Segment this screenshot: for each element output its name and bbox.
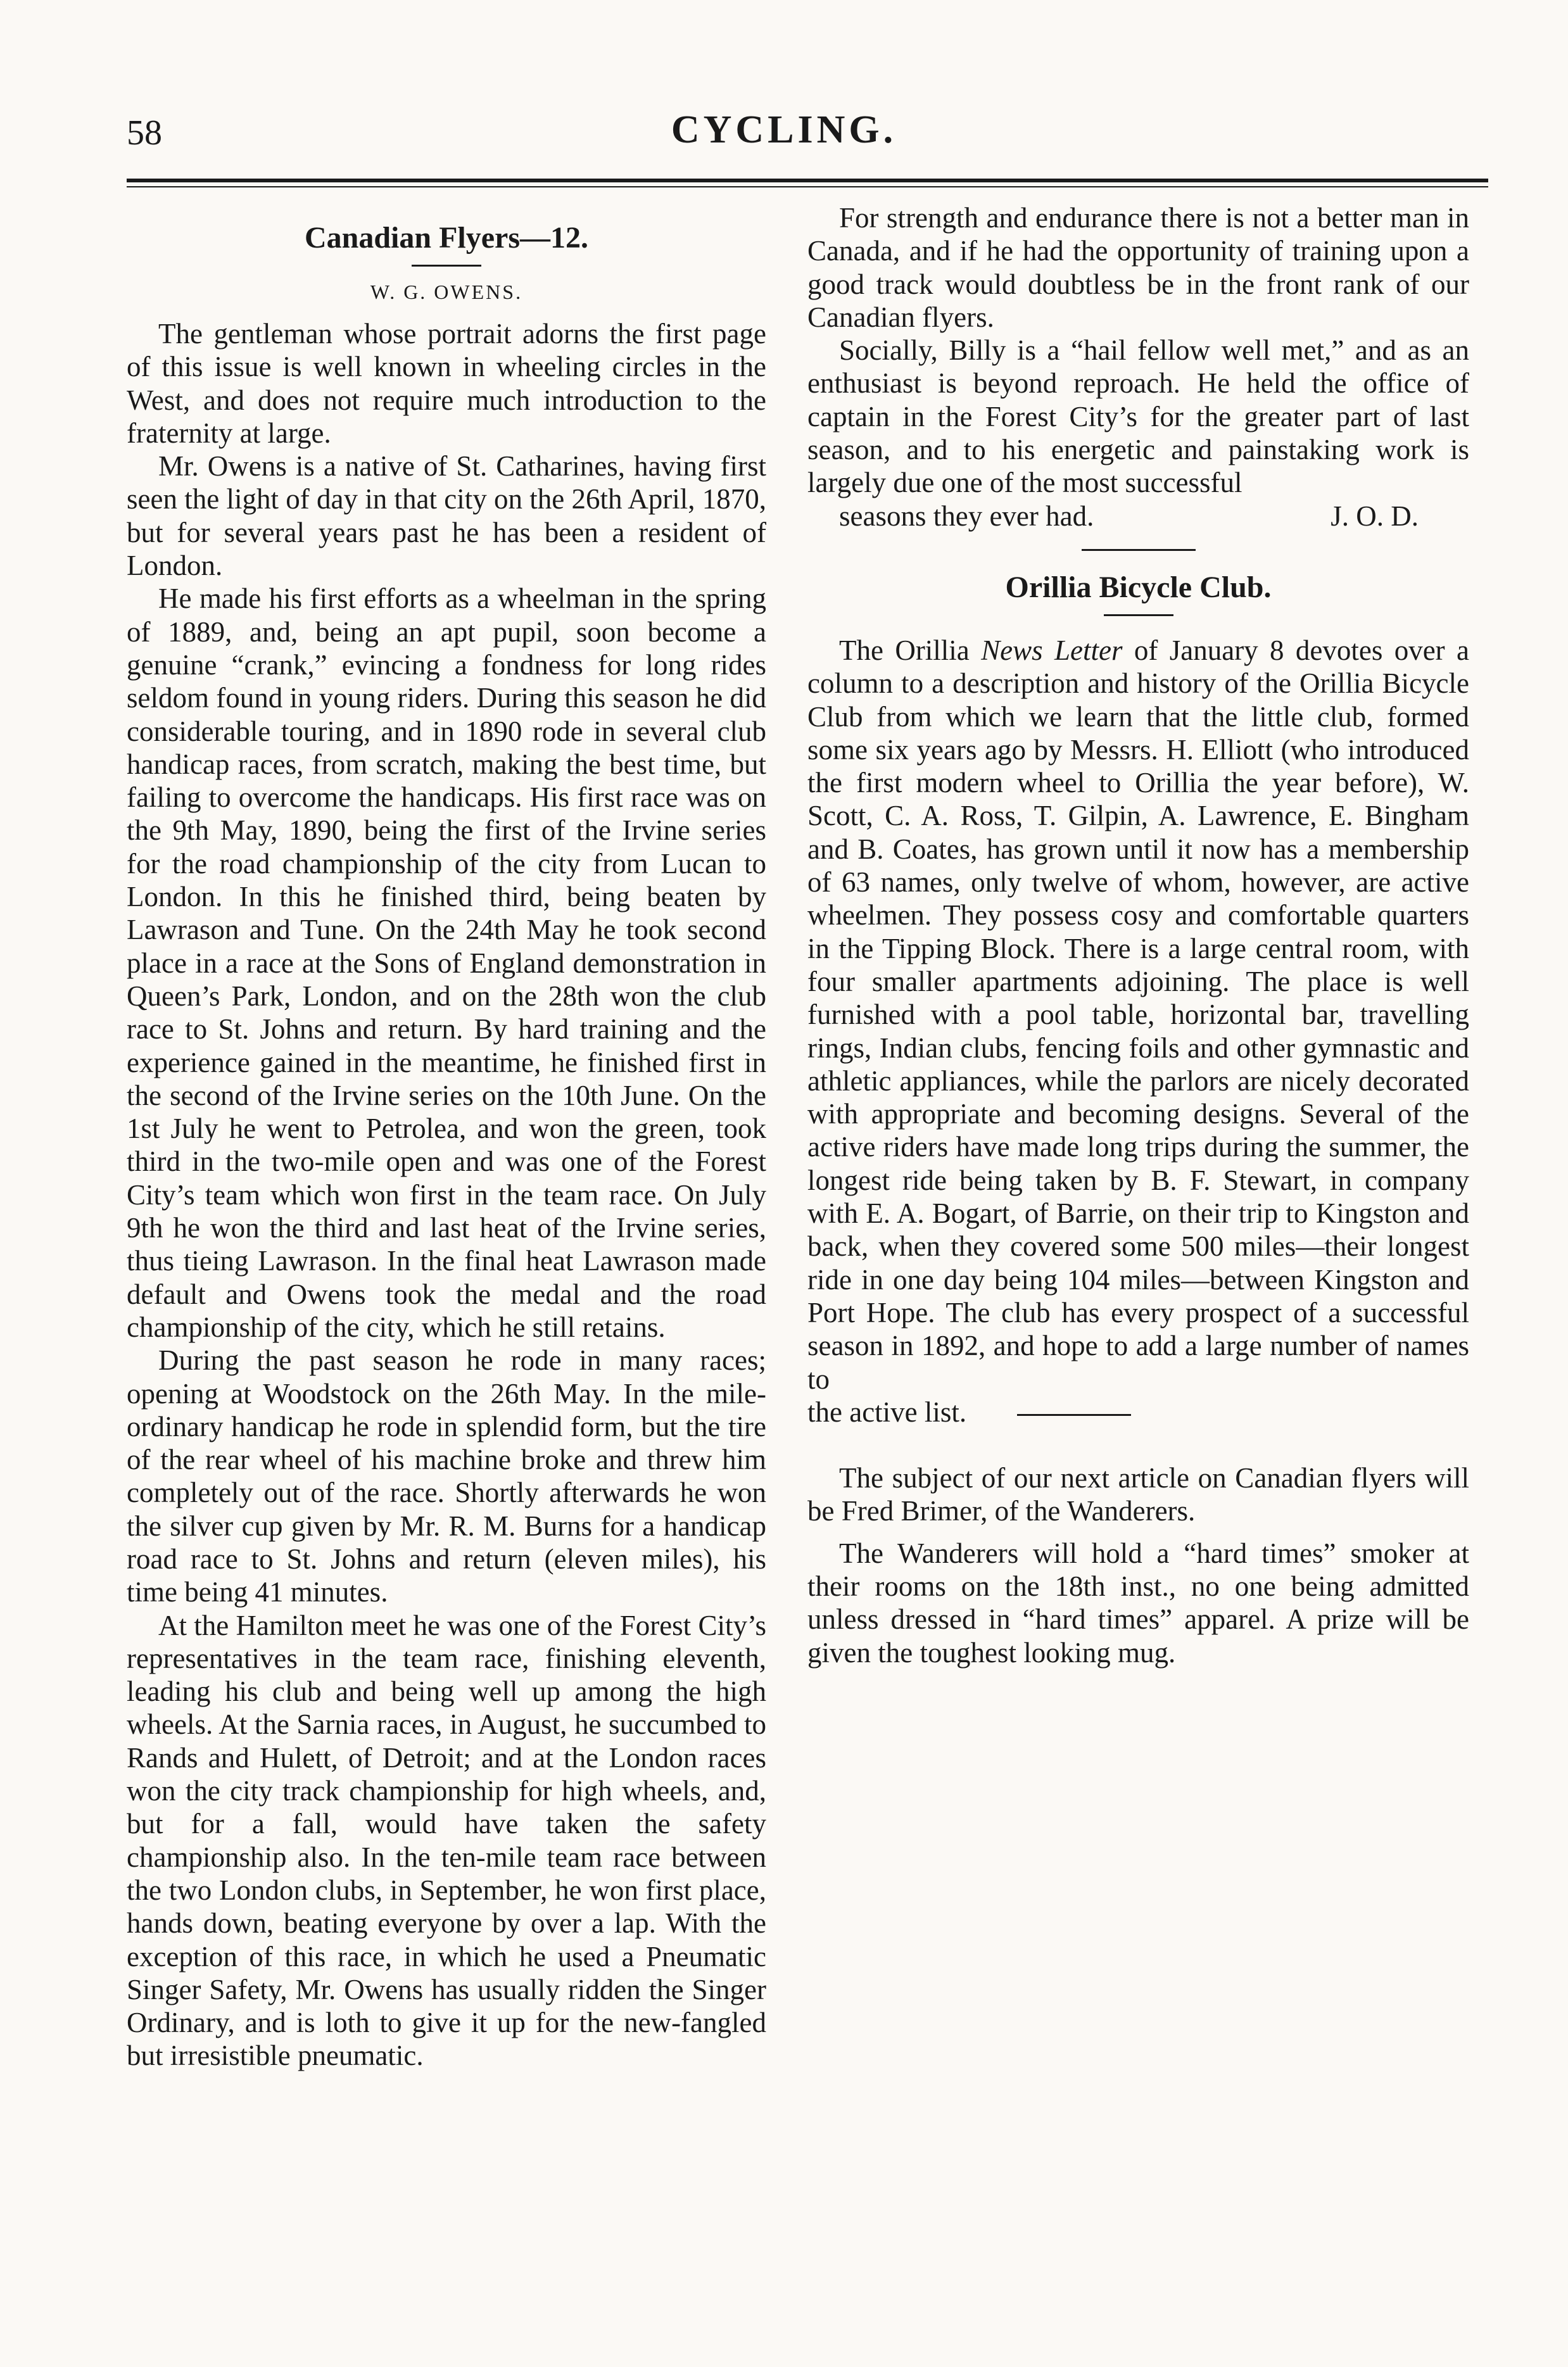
paragraph: The gentleman whose portrait adorns the first page of this issue is well known in wheeling circles in the West, and does not require much introduction to the fraternity at large. <box>127 318 766 449</box>
intro-text: The Orillia <box>839 634 982 666</box>
article-title-canadian-flyers: Canadian Flyers—12. <box>304 221 589 255</box>
title-rule <box>1104 614 1173 616</box>
left-column <box>127 201 766 2073</box>
note-paragraph: The subject of our next article on Canadian flyers will be Fred Brimer, of the Wanderers. <box>807 1462 1469 1527</box>
author-signature: J. O. D. <box>1331 500 1419 532</box>
paragraph: He made his first efforts as a wheelman in the spring of 1889, and, being an apt pupil, soon become a genuine “crank,” evincing a fondness for long rides seldom found in young riders. During this season he did considerable touring, and in 1890 rode in several club handicap races, from scratch, making the best time, but failing to overcome the handicaps. His first race was on the 9th May, 1890, being the first of the Irvine series for the road championship of the city from Lucan to London. In this he finished third, being beaten by Lawrason and Tune. On the 24th May he took second place in a race at the Sons of England demonstration in Queen’s Park, London, and on the 28th won the club race to St. Johns and return. By hard training and the experience gained in the meantime, he finished first in the second of the Irvine series on the 10th June. On the 1st July he went to Petrolea, and won the green, took third in the two-mile open and was one of the Forest City’s team which won first in the team race. On July 9th he won the third and last heat of the Irvine series, thus tieing Lawrason. In the final heat Lawrason made default and Owens took the medal and the road championship of the city, which he still retains. <box>127 583 766 1343</box>
header-rule <box>127 179 1488 182</box>
paragraph-continued: At the Hamilton meet he was one of the Forest City’s representatives in the team race, finishing eleventh, leading his club and being well up among the high wheels. At the Sarnia races, in August, he succumbed to Rands and Hulett, of Detroit; and at the London races won the city track championship for high wheels, and, but for a fall, would have taken the safety championship also. In the ten-mile team race between the two London clubs, in September, he won first place, hands down, beating everyone by over a lap. With the exception of this race, in which he used a Pneumatic Singer Safety, Mr. Owens has usually ridden the Singer Ordinary, and is loth to give it up for the new-fangled but irresistible pneumatic. <box>127 1609 766 2072</box>
paragraph: Mr. Owens is a native of St. Catharines, having first seen the light of day in that city on the 26th April, 1870, but for several years past he has been a resident of London. <box>127 450 766 582</box>
running-head-title: CYCLING. <box>671 108 897 151</box>
article-title-orillia: Orillia Bicycle Club. <box>1005 570 1272 604</box>
paragraph: For strength and endurance there is not a better man in Canada, and if he had the opportunity of training upon a good track would doubtless be in the front rank of our Canadian flyers. <box>807 202 1469 333</box>
closing-paragraph: Socially, Billy is a “hail fellow well met,” and as an enthusiast is beyond reproach. He held the office of captain in the Forest City’s for the greater part of last season, and to his energetic and painstaking work is largely due one of the most successful <box>807 334 1469 499</box>
title-rule <box>412 265 481 267</box>
article-body: of January 8 devotes over a column to a description and history of the Orillia Bicycle Club from which we learn that the little club, formed some six years ago by Messrs. H. Elliott (who introduced the first modern wheel to Orillia the year before), W. Scott, C. A. Ross, T. Gilpin, A. Lawrence, E. Bingham and B. Coates, has grown until it now has a membership of 63 names, only twelve of whom, however, are active wheelmen. They possess cosy and comfortable quarters in the Tipping Block. There is a large central room, with four smaller apartments adjoining. The place is well furnished with a pool table, horizontal bar, travelling rings, Indian clubs, fencing foils and other gymnastic and athletic appliances, while the parlors are nicely decorated with appropriate and becoming designs. Several of the active riders have made long trips during the summer, the longest ride being taken by B. F. Stewart, in company with E. A. Bogart, of Barrie, on their trip to Kingston and back, when they covered some 500 miles—their longest ride in one day being 104 miles—between Kingston and Port Hope. The club has every prospect of a successful season in 1892, and hope to add a large number of names to <box>807 634 1469 1395</box>
right-column <box>807 201 1469 1669</box>
page-number: 58 <box>127 113 162 153</box>
paragraph: During the past season he rode in many races; opening at Woodstock on the 26th May. In the mile-ordinary handicap he rode in splendid form, but the tire of the rear wheel of his machine broke and threw him completely out of the race. Shortly afterwards he won the silver cup given by Mr. R. M. Burns for a handicap road race to St. Johns and return (eleven miles), his time being 41 minutes. <box>127 1344 766 1608</box>
newspaper-name: News Letter <box>981 634 1123 666</box>
paragraph <box>807 634 1469 1429</box>
header-rule-thin <box>127 186 1488 187</box>
article-separator <box>1017 1414 1131 1416</box>
signature-line <box>807 500 1469 533</box>
note-paragraph: The Wanderers will hold a “hard times” smoker at their rooms on the 18th inst., no one being admitted unless dressed in “hard times” apparel. A prize will be given the toughest looking mug. <box>807 1537 1469 1669</box>
paragraph <box>807 334 1469 533</box>
closing-line: the active list. <box>807 1396 967 1428</box>
article-separator <box>1082 549 1196 551</box>
closing-line: seasons they ever had. <box>839 500 1094 532</box>
article-byline: W. G. OWENS. <box>370 281 523 303</box>
